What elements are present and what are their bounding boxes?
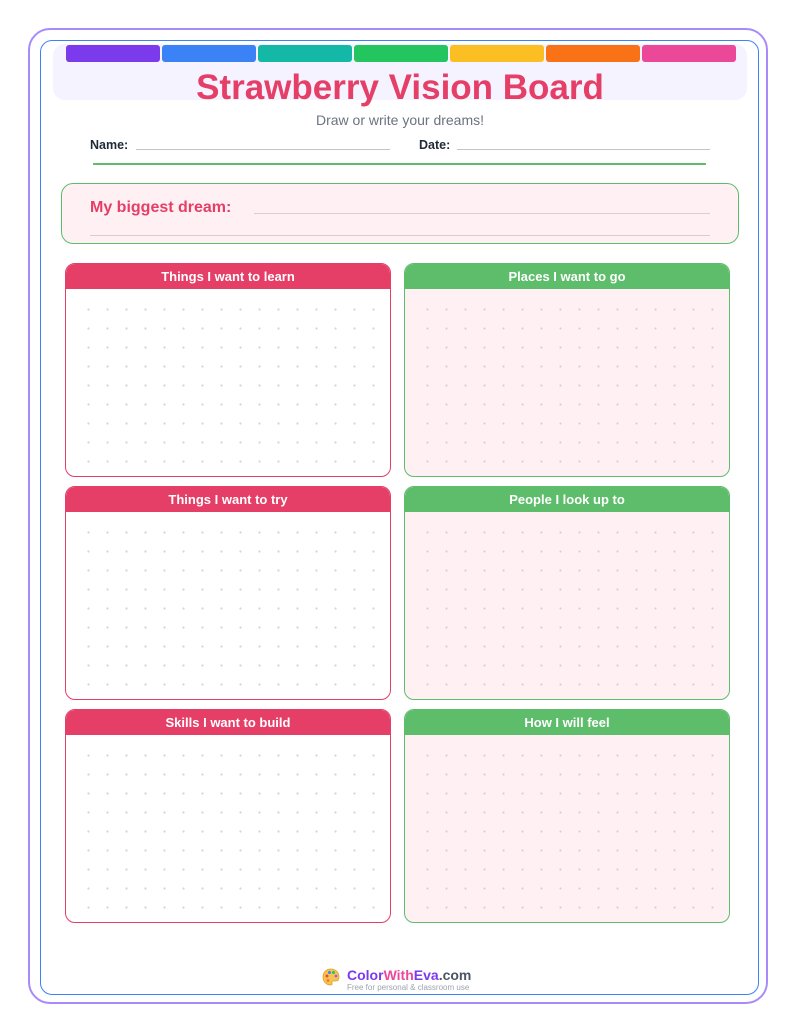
rainbow-segment — [66, 45, 160, 62]
dot-grid-area[interactable] — [74, 743, 382, 914]
name-label: Name: — [90, 138, 129, 152]
dot-grid-area[interactable] — [413, 520, 721, 691]
section-title: How I will feel — [405, 710, 729, 735]
rainbow-segment — [546, 45, 640, 62]
rainbow-strip — [66, 45, 736, 62]
section-title: Things I want to learn — [66, 264, 390, 289]
section-people — [404, 486, 730, 700]
rainbow-segment — [354, 45, 448, 62]
brand-tld: .com — [438, 967, 472, 983]
brand-with: With — [383, 967, 414, 983]
section-title: Skills I want to build — [66, 710, 390, 735]
dot-grid-area[interactable] — [413, 297, 721, 468]
divider — [93, 163, 706, 165]
rainbow-segment — [162, 45, 256, 62]
date-label: Date: — [419, 138, 451, 152]
dream-line[interactable] — [254, 213, 710, 214]
dream-line[interactable] — [90, 235, 710, 236]
palette-icon — [321, 967, 341, 987]
section-places — [404, 263, 730, 477]
footer-tagline: Free for personal & classroom use — [347, 983, 470, 992]
brand-eva: Eva — [413, 967, 439, 983]
dot-grid-area[interactable] — [74, 297, 382, 468]
section-title: People I look up to — [405, 487, 729, 512]
section-skills — [65, 709, 391, 923]
brand-color: Color — [347, 967, 384, 983]
section-title: Places I want to go — [405, 264, 729, 289]
rainbow-segment — [258, 45, 352, 62]
page-subtitle: Draw or write your dreams! — [315, 112, 485, 128]
rainbow-segment — [450, 45, 544, 62]
section-title: Things I want to try — [66, 487, 390, 512]
rainbow-segment — [642, 45, 736, 62]
dream-label: My biggest dream: — [90, 199, 232, 216]
date-line[interactable] — [457, 149, 710, 150]
footer-brand[interactable] — [347, 967, 471, 984]
dot-grid-area[interactable] — [74, 520, 382, 691]
section-try — [65, 486, 391, 700]
section-learn — [65, 263, 391, 477]
name-line[interactable] — [136, 149, 390, 150]
dot-grid-area[interactable] — [413, 743, 721, 914]
section-feel — [404, 709, 730, 923]
page-title: Strawberry Vision Board — [196, 68, 604, 107]
